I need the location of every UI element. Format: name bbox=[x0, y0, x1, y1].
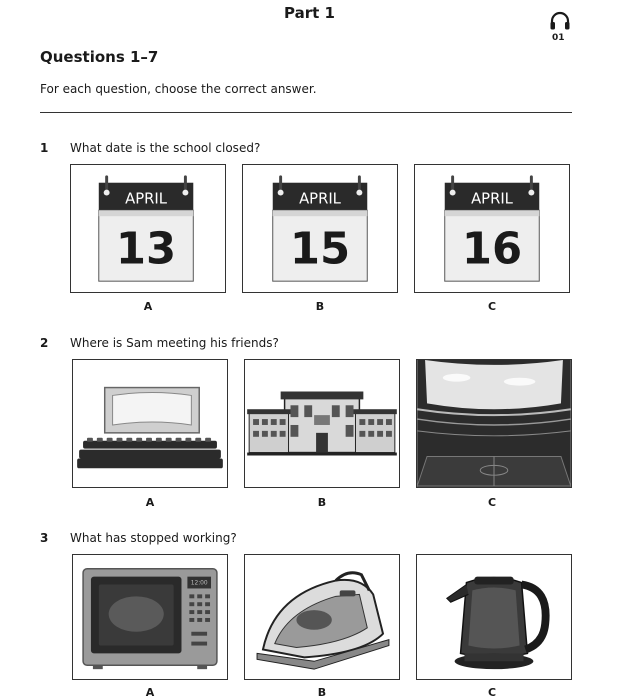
q2-option-b-label: B bbox=[317, 496, 327, 509]
q2-option-b-school[interactable] bbox=[244, 359, 400, 488]
headphones-icon[interactable] bbox=[548, 9, 572, 33]
q1-option-a-label: A bbox=[143, 300, 153, 313]
q3-option-a-microwave[interactable] bbox=[72, 554, 228, 680]
q2-option-c-label: C bbox=[487, 496, 497, 509]
divider bbox=[40, 112, 572, 113]
q3-option-c-kettle[interactable] bbox=[416, 554, 572, 680]
q1-option-b-calendar[interactable] bbox=[242, 164, 398, 293]
question-3-number: 3 bbox=[40, 531, 49, 545]
question-2-number: 2 bbox=[40, 336, 49, 350]
q1-option-c-label: C bbox=[487, 300, 497, 313]
question-3-text: What has stopped working? bbox=[70, 531, 237, 545]
q1-b-month: APRIL bbox=[299, 190, 341, 208]
part-title: Part 1 bbox=[284, 4, 335, 22]
question-1-number: 1 bbox=[40, 141, 49, 155]
q3-a-display: 12:00 bbox=[190, 580, 208, 587]
track-number: 01 bbox=[552, 33, 565, 43]
q2-option-c-stadium[interactable] bbox=[416, 359, 572, 488]
q1-a-month: APRIL bbox=[125, 190, 167, 208]
section-title: Questions 1–7 bbox=[40, 48, 159, 66]
q1-b-day: 15 bbox=[289, 224, 351, 275]
question-1-text: What date is the school closed? bbox=[70, 141, 261, 155]
q3-option-b-label: B bbox=[317, 686, 327, 699]
q2-option-a-label: A bbox=[145, 496, 155, 509]
instruction-text: For each question, choose the correct answer. bbox=[40, 82, 317, 96]
q1-c-day: 16 bbox=[461, 224, 523, 275]
q1-c-month: APRIL bbox=[471, 190, 513, 208]
q1-a-day: 13 bbox=[115, 224, 177, 275]
question-2-text: Where is Sam meeting his friends? bbox=[70, 336, 279, 350]
q1-option-a-calendar[interactable] bbox=[70, 164, 226, 293]
q1-option-c-calendar[interactable] bbox=[414, 164, 570, 293]
q3-option-a-label: A bbox=[145, 686, 155, 699]
q2-option-a-cinema[interactable] bbox=[72, 359, 228, 488]
q3-option-c-label: C bbox=[487, 686, 497, 699]
q1-option-b-label: B bbox=[315, 300, 325, 313]
q3-option-b-iron[interactable] bbox=[244, 554, 400, 680]
